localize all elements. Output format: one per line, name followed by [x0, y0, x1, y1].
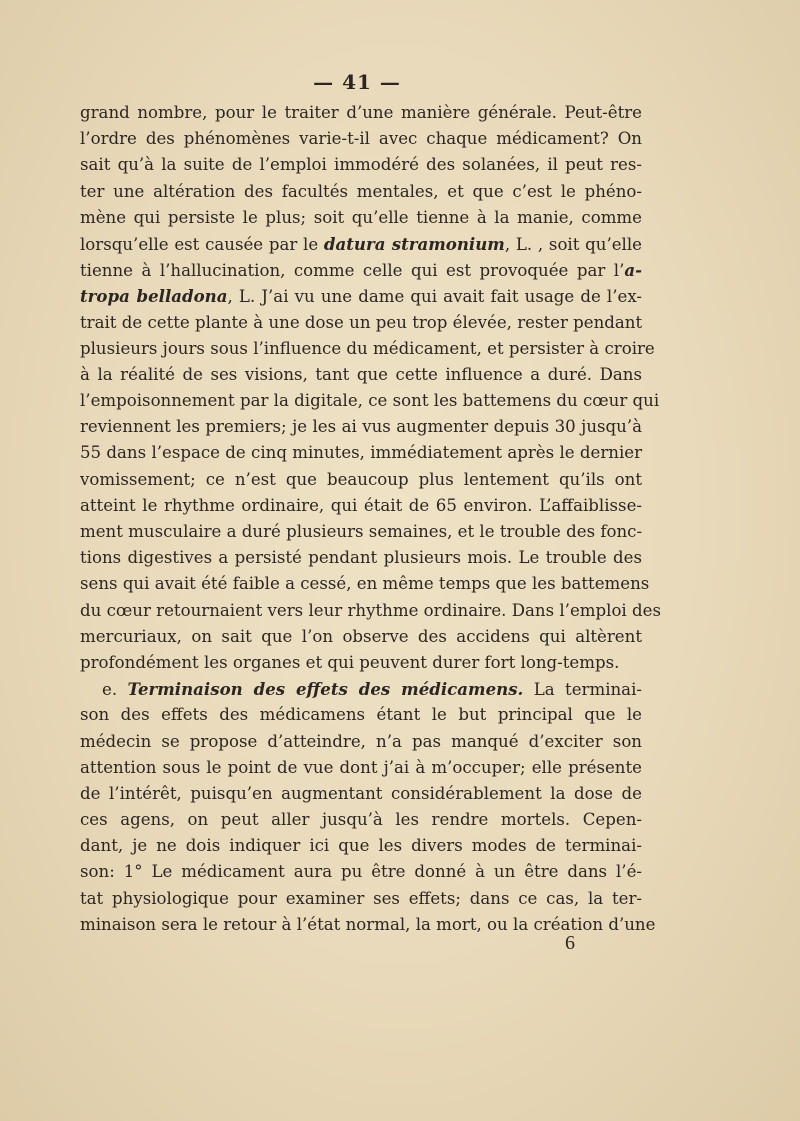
emphasis-span: a- [624, 260, 642, 281]
text-span: de l’intérêt, puisqu’en augmentant considérablement la dose de [80, 783, 642, 803]
text-span: sait qu’à la suite de l’emploi immodéré des solanées, il peut res- [80, 155, 642, 175]
text-span: sens qui avait été faible a cessé, en même temps que les battemens [80, 574, 650, 594]
text-span: minaison sera le retour à l’état normal, la mort, ou la création d’une [80, 914, 656, 934]
text-line [80, 519, 642, 545]
text-line [80, 362, 642, 388]
text-span: tat physiologique pour examiner ses effets; dans ce cas, la ter- [80, 888, 642, 908]
text-line [80, 257, 642, 283]
text-line [80, 493, 642, 519]
text-line [80, 152, 642, 178]
text-line [80, 702, 642, 728]
text-line [80, 624, 642, 650]
body-text [80, 100, 661, 938]
text-span: du cœur retournaient vers leur rhythme ordinaire. Dans l’emploi des [80, 600, 661, 620]
text-line [80, 126, 642, 152]
text-span: médecin se propose d’atteindre, n’a pas manqué d’exciter son [80, 731, 642, 751]
text-line [80, 650, 642, 676]
text-span: l’empoisonnement par la digitale, ce sont les battemens du cœur qui [80, 391, 660, 411]
text-span: lorsqu’elle est causée par le [80, 234, 324, 254]
text-span: tienne à l’hallucination, comme celle qui est provoquée par l’ [80, 261, 625, 281]
text-span: tions digestives a persisté pendant plusieurs mois. Le trouble des [80, 548, 642, 568]
signature-mark: 6 [565, 932, 575, 954]
text-line [80, 833, 642, 859]
text-line [80, 336, 655, 362]
text-span: mercuriaux, on sait que l’on observe des accidens qui altèrent [80, 626, 642, 646]
text-span: ment musculaire a duré plusieurs semaines, et le trouble des fonc- [80, 522, 643, 541]
text-line [80, 440, 642, 466]
text-line [80, 676, 642, 702]
text-line [80, 545, 642, 571]
emphasis-span: datura stramonium [323, 233, 505, 254]
text-span: plusieurs jours sous l’influence du médicament, et persister à croire [80, 338, 655, 358]
page-number: — 41 — [313, 70, 401, 94]
emphasis-span: Terminaison des effets des médicamens. [127, 679, 524, 700]
text-span: , L. , soit qu’elle [504, 234, 642, 254]
text-span: grand nombre, pour le traiter d’une manière générale. Peut-être [80, 103, 642, 122]
text-span: ces agens, on peut aller jusqu’à les rendre mortels. Cepen- [80, 810, 642, 830]
text-span: attention sous le point de vue dont j’ai à m’occuper; elle présente [80, 757, 642, 777]
text-line [80, 388, 660, 414]
text-line [80, 571, 650, 597]
text-span: profondément les organes et qui peuvent durer fort long-temps. [80, 652, 620, 672]
text-line [80, 598, 661, 624]
text-line [80, 781, 642, 807]
text-span: à la réalité de ses visions, tant que cette influence a duré. Dans [80, 364, 642, 384]
text-line [80, 886, 642, 912]
text-span: son: 1° Le médicament aura pu être donné à un être dans l’é- [80, 862, 642, 882]
text-line [80, 179, 642, 205]
text-line [80, 467, 642, 493]
text-line [80, 100, 642, 126]
text-line [80, 310, 642, 336]
text-span: ter une altération des facultés mentales, et que c’est le phéno- [80, 181, 642, 201]
text-line [80, 231, 642, 257]
text-line [80, 414, 642, 440]
text-span: 55 dans l’espace de cinq minutes, immédiatement après le dernier [80, 443, 642, 463]
text-span: reviennent les premiers; je les ai vus augmenter depuis 30 jusqu’à [80, 417, 642, 437]
text-span: La terminai- [523, 680, 642, 700]
text-span: mène qui persiste le plus; soit qu’elle tienne à la manie, comme [80, 207, 642, 227]
text-span: l’ordre des phénomènes varie-t-il avec chaque médicament? On [80, 129, 642, 149]
text-line [80, 283, 642, 309]
emphasis-span: tropa belladona [80, 286, 228, 307]
text-line [80, 807, 642, 833]
text-span: e. [102, 680, 128, 700]
text-span: dant, je ne dois indiquer ici que les divers modes de terminai- [80, 836, 642, 856]
text-span: , L. J’ai vu une dame qui avait fait usage de l’ex- [227, 287, 642, 307]
text-line [80, 205, 642, 231]
text-line [80, 729, 642, 755]
text-line [80, 912, 656, 938]
text-span: trait de cette plante à une dose un peu trop élevée, rester pendant [80, 312, 643, 332]
text-span: vomissement; ce n’est que beaucoup plus lentement qu’ils ont [80, 469, 642, 489]
text-span: son des effets des médicamens étant le but principal que le [80, 705, 642, 725]
text-line [80, 859, 642, 885]
text-line [80, 755, 642, 781]
text-span: atteint le rhythme ordinaire, qui était de 65 environ. L’affaiblisse- [80, 495, 642, 515]
